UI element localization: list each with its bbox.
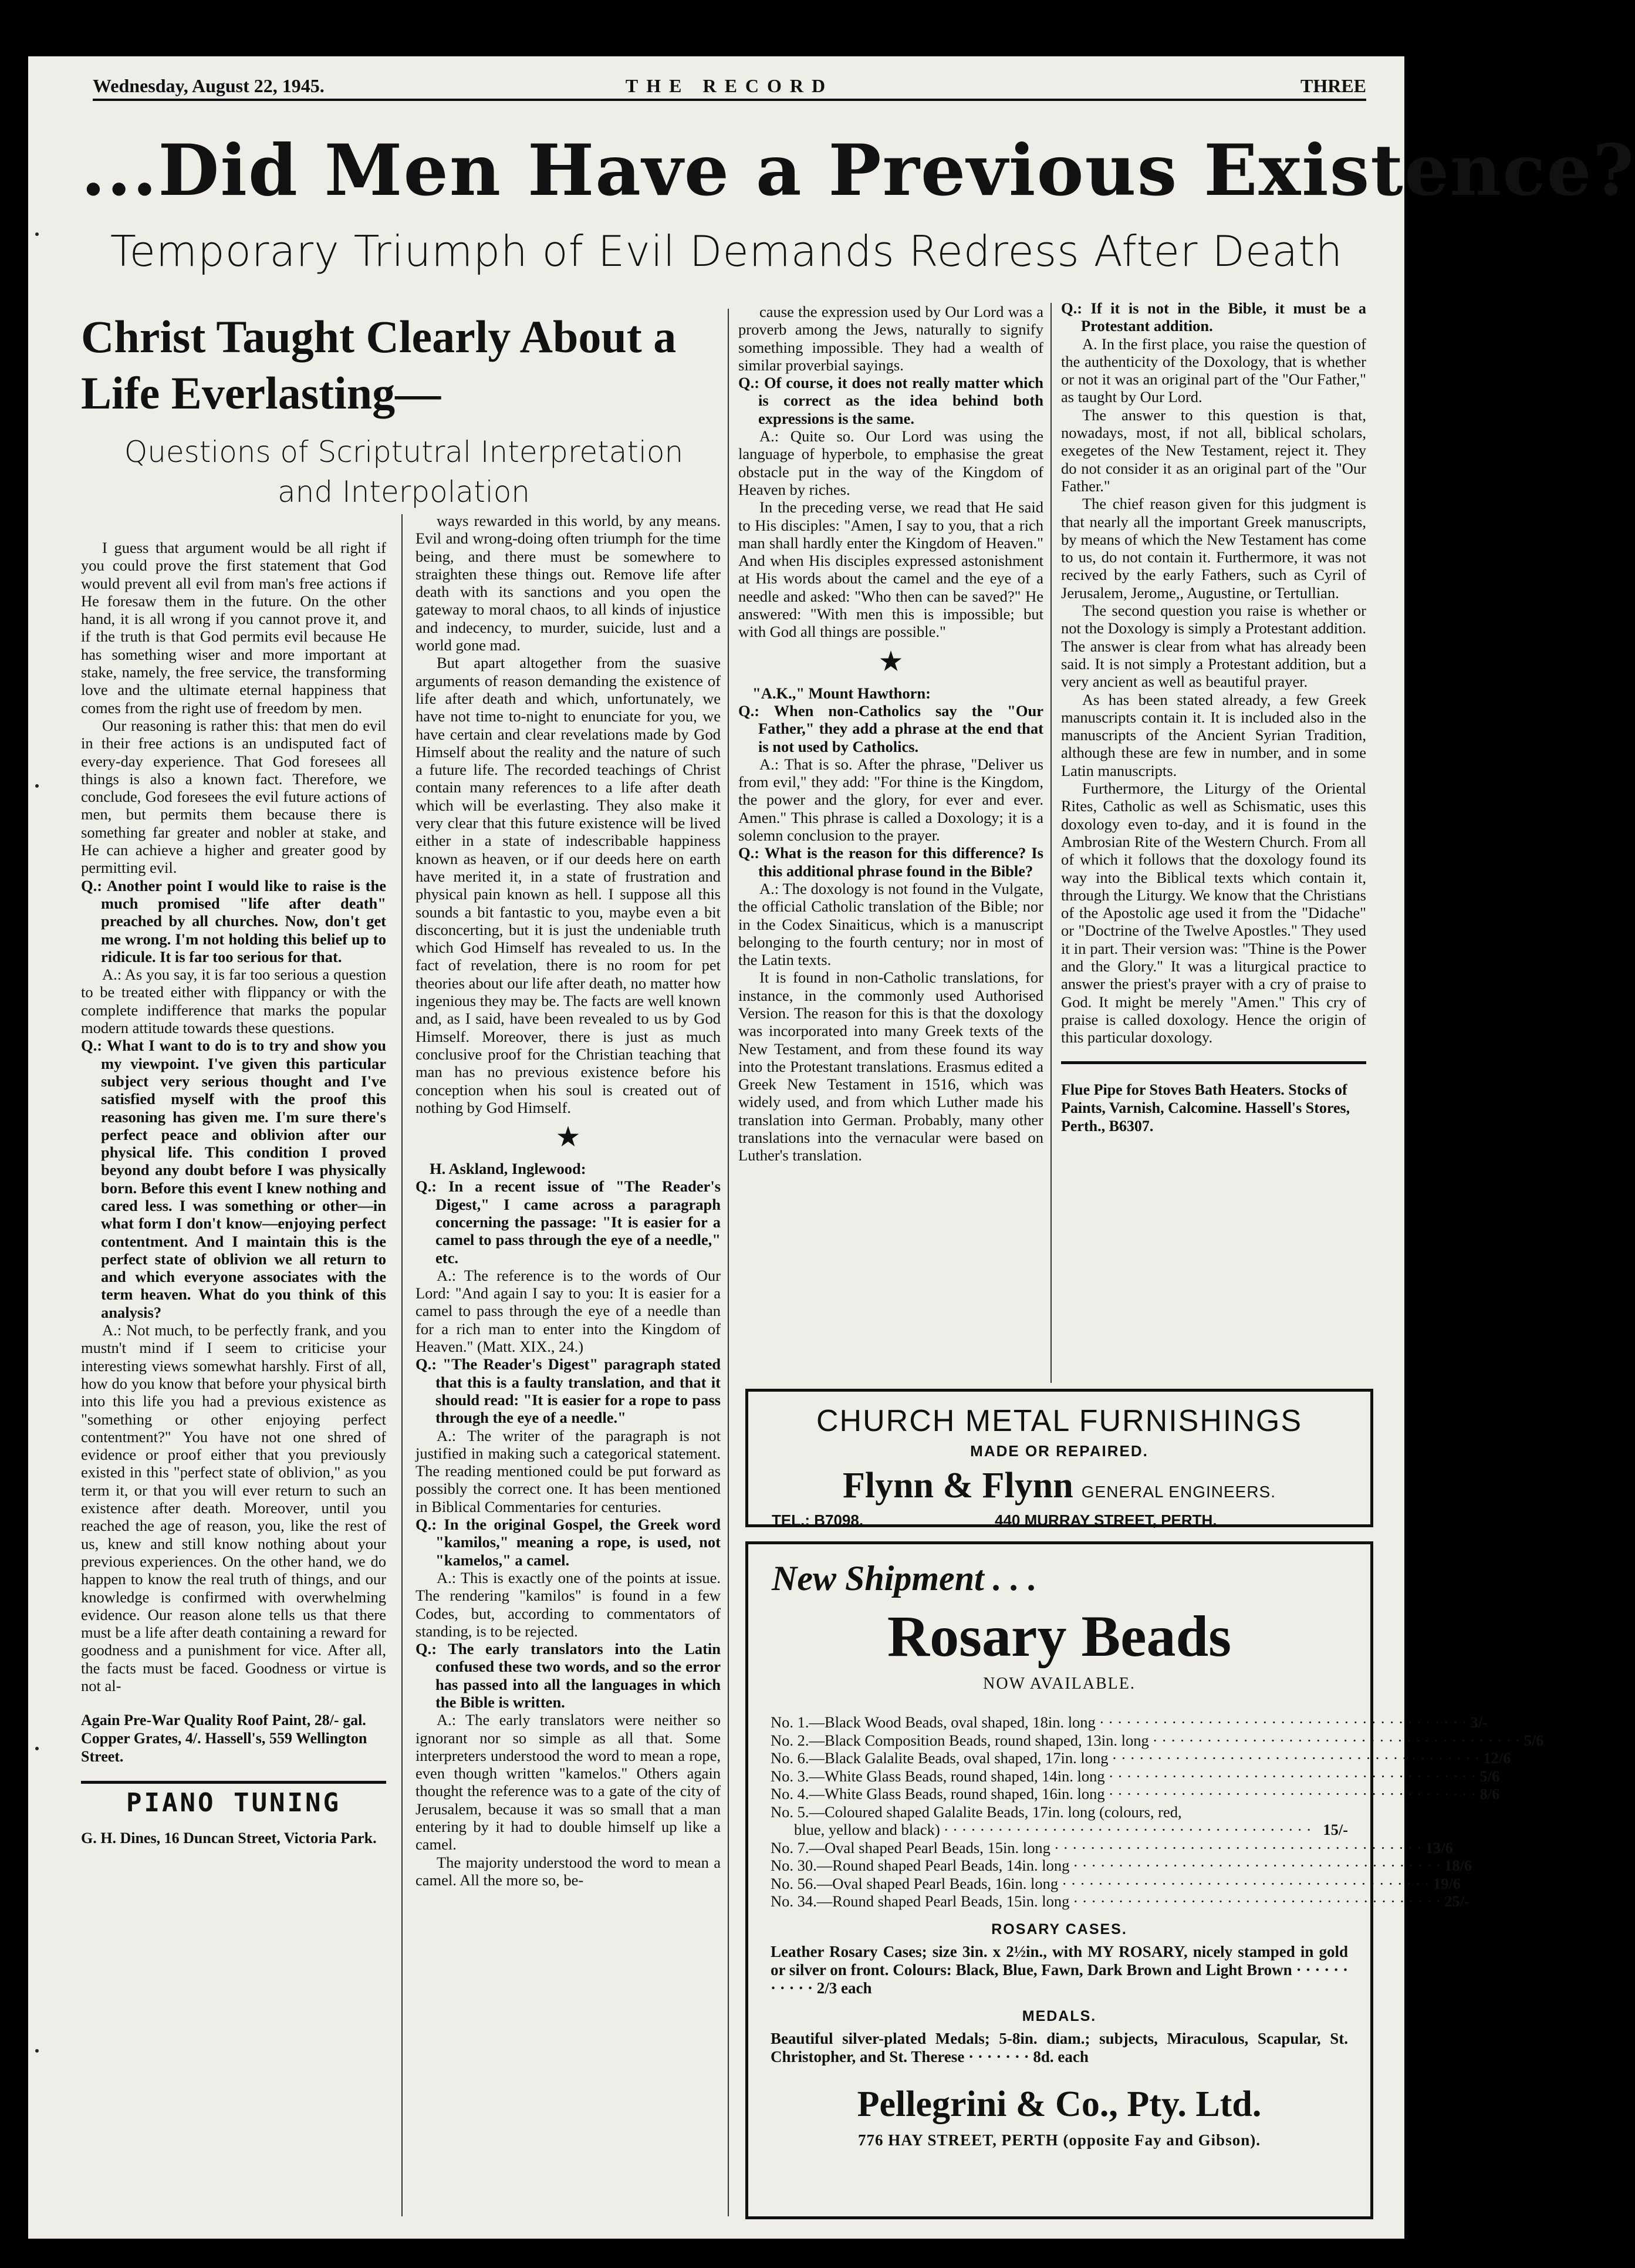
question-paragraph [415, 1516, 721, 1569]
question-paragraph [415, 1640, 721, 1711]
item-description: No. 1.—Black Wood Beads, oval shaped, 18in. long [771, 1713, 1096, 1731]
body-paragraph: I guess that argument would be all right if you could prove the first statement that God would prevent all evil from man's free actions if He foresaw them in the future. On the other hand, it is all wrong if you cannot prove it, and if the truth is that God permits evil because He has something wiser and more important at stake, namely, the free service, the transforming love and the ultimate eternal happiness that comes from the right use of freedom by men. [81, 539, 386, 717]
question-paragraph [738, 374, 1043, 427]
piano-tuning-title: PIANO TUNING [126, 1788, 341, 1818]
question-text: Of course, it does not really matter which is correct as the idea behind both expressions is the same. [758, 374, 1043, 427]
cases-description: Leather Rosary Cases; size 3in. x 2½in., with MY ROSARY, nicely stamped in gold or silver on front. Colours: Black, Blue, Fawn, Dark Brown and Light Brown [771, 1942, 1348, 1979]
body-paragraph: ways rewarded in this world, by any means. Evil and wrong-doing often triumph for the time being, and there must be somewhere to straighten these things out. Remove life after death with its sanctions and you open the gateway to moral chaos, to all kinds of injustice and indecency, to murder, suicide, lust and a world gone mad. [415, 512, 721, 654]
leader-dots: · · · · · · · · · · · · · · · · · · · · · · · · · · · · · · · · · · · · · · · · · [1112, 1749, 1480, 1767]
ad-kicker: New Shipment . . . [772, 1559, 1037, 1598]
column-3 [738, 303, 1043, 1165]
body-paragraph: The second question you raise is whether or not the Doxology is simply a Protestant addition. The answer is clear from what has already been said. It is not simply a Protestant addition, but a very ancient as well as beautiful prayer. [1061, 602, 1366, 691]
column-rule [401, 514, 403, 2216]
item-price: 15/- [1323, 1821, 1348, 1838]
cases-price: 2/3 each [816, 1979, 872, 1997]
item-price: 12/6 [1483, 1749, 1511, 1767]
masthead [93, 75, 1366, 101]
medals-heading: MEDALS. [1022, 2007, 1097, 2024]
item-price: 5/6 [1479, 1767, 1500, 1785]
body-paragraph: In the preceding verse, we read that He said to His disciples: "Amen, I say to you, that a rich man shall hardly enter the Kingdom of Heaven." And when His disciples expressed astonishment at His words about the camel and the eye of a needle and asked: "Who then can be saved?" He answered: "With men this is impossible; but with God all things are possible." [738, 498, 1043, 641]
star-separator-icon: ★ [878, 646, 904, 677]
body-paragraph: Furthermore, the Liturgy of the Oriental Rites, Catholic as well as Schismatic, uses this doxology even to-day, and it is found in the Ambrosian Rite of the Western Church. From all of which it follows that the doxology found its way into the Biblical texts which contain it, through the Liturgy. We know that the Christians of the Apostolic age used it from the "Didache" or "Doctrine of the Twelve Apostles." They used it in part. Their version was: "Thine is the Power and the Glory." It was a liturgical practice to answer the priest's prayer with a cry of praise to God. It might be merely "Amen." This cry of praise is called doxology. Hence the origin of this particular doxology. [1061, 779, 1366, 1047]
star-separator-icon: ★ [555, 1122, 581, 1153]
body-paragraph: A.: As you say, it is far too serious a question to be treated either with flippancy or with the complete indifference that marks the popular modern attitude towards these questions. [81, 966, 386, 1037]
column-4 [1061, 299, 1366, 1135]
question-text: Another point I would like to raise is the much promised "life after death" preached by all churches. Now, don't get me wrong. I'm not holding this belief up to ridicule. It is far too serious for that. [101, 876, 386, 966]
question-paragraph [738, 702, 1043, 755]
price-row [771, 1731, 1544, 1750]
flue-pipe-ad: Flue Pipe for Stoves Bath Heaters. Stocks of Paints, Varnish, Calcomine. Hassell's Stores, Perth., B6307. [1061, 1081, 1350, 1135]
question-paragraph [1061, 299, 1366, 335]
price-row [771, 1838, 1453, 1857]
leader-dots: · · · · · · · · · · · · · · · · · · · · · · · · · · · · · · · · · · · · · · · · · [943, 1821, 1312, 1838]
question-label: Q.: [738, 374, 760, 392]
item-price: 25/- [1444, 1892, 1470, 1910]
column-1 [81, 539, 386, 1847]
newspaper-page [28, 56, 1635, 2239]
body-paragraph: A. In the first place, you raise the question of the authenticity of the Doxology, that is whether or not it was an original part of the "Our Father," as taught by Our Lord. [1061, 335, 1366, 406]
issue-date: Wednesday, August 22, 1945. [93, 75, 325, 96]
item-description: No. 3.—White Glass Beads, round shaped, 14in. long [771, 1767, 1105, 1785]
body-paragraph: A.: Not much, to be perfectly frank, and you mustn't mind if I seem to criticise your interesting views somewhat harshly. First of all, how do you know that before your physical birth into this life you had a previous existence as "something or other enjoying perfect contentment?" You have not one shred of evidence or proof either that you previously existed in this "perfect state of oblivion," as you term it, or that you will ever return to such an existence after death. Moreover, until you reached the age of reason, you, like the rest of us, knew and still know nothing about your previous experiences. On the other hand, we do happen to know the real truth of things, and our knowledge is confirmed with overwhelming evidence. Our reason alone tells us that there must be a life after death containing a reward for goodness and a punishment for vice. After all, the facts must be faced. Goodness or virtue is not al- [81, 1321, 386, 1695]
scan-mark [35, 2049, 39, 2053]
church-metal-ad [745, 1389, 1373, 1527]
ad-address: 440 MURRAY STREET, PERTH. [995, 1511, 1217, 1529]
column-rule [728, 309, 729, 2216]
item-description: No. 2.—Black Composition Beads, round shaped, 13in. long [771, 1731, 1149, 1749]
leader-dots: · · · · · · · · · · · · · · · · · · · · · · · · · · · · · · · · · · · · · · · · · [1108, 1785, 1477, 1803]
cases-text: Leather Rosary Cases; size 3in. x 2½in., with MY ROSARY, nicely stamped in gold or silver on front. Colours: Black, Blue, Fawn, Dark Brown and Light Brown · · · · · · · · · · · 2/3 each [771, 1942, 1348, 1997]
price-list [771, 1713, 1544, 1911]
item-price: 5/6 [1523, 1731, 1544, 1749]
leader-dots: · · · · · · · · · · · · · · · · · · · · · · · · · · · · · · · · · · · · · · · · · [1073, 1857, 1441, 1874]
leader-dots: · · · · · · · · · · · · · · · · · · · · · · · · · · · · · · · · · · · · · · · · · [1073, 1892, 1441, 1910]
question-paragraph [81, 877, 386, 966]
leader-dots: · · · · · · · · · · · · · · · · · · · · · · · · · · · · · · · · · · · · · · · · · [1099, 1713, 1467, 1731]
item-description: No. 7.—Oval shaped Pearl Beads, 15in. long [771, 1838, 1050, 1857]
question-paragraph [81, 1037, 386, 1321]
question-label: Q.: [415, 1640, 437, 1658]
paper-title: THE RECORD [625, 75, 834, 96]
question-label: Q.: [738, 701, 760, 720]
leader-dots: · · · · · · · · · · · · · · · · · · · · · · · · · · · · · · · · · · · · · · · · · [1152, 1731, 1521, 1749]
ad-title: Rosary Beads [887, 1604, 1232, 1669]
item-price: 8/6 [1479, 1785, 1500, 1803]
leader-dots: · · · · · · · · · · · · · · · · · · · · · · · · · · · · · · · · · · · · · · · · · [1062, 1874, 1430, 1892]
question-text: In a recent issue of "The Reader's Digest," I came across a paragraph concerning the passage: "It is easier for a camel to pass through the eye of a needle," etc. [435, 1177, 721, 1267]
body-paragraph: The chief reason given for this judgment is that nearly all the important Greek manuscripts, by means of which the New Testament has come to us, do not contain it. Furthermore, it was not recived by the early Fathers, such as Cyril of Jerusalem, Jerome,, Augustine, or Tertullian. [1061, 495, 1366, 602]
item-description: No. 30.—Round shaped Pearl Beads, 14in. long [771, 1857, 1070, 1874]
question-label: Q.: [415, 1177, 437, 1196]
column-2 [415, 512, 721, 1889]
ad-telephone: TEL.: B7098. [772, 1511, 864, 1529]
question-label: Q.: [415, 1516, 437, 1534]
divider [81, 1781, 386, 1784]
rosary-beads-ad [745, 1541, 1544, 2219]
leader-dots: · · · · · · · · · · · · · · · · · · · · · · · · · · · · · · · · · · · · · · · · · [1108, 1767, 1477, 1785]
body-paragraph: cause the expression used by Our Lord was a proverb among the Jews, naturally to signify something impossible. They had a wealth of similar proverbial sayings. [738, 303, 1043, 374]
article-title: Christ Taught Clearly About a Life Everlasting— [81, 311, 677, 419]
scan-mark [35, 1747, 39, 1750]
price-row [771, 1713, 1488, 1732]
item-description: No. 4.—White Glass Beads, round shaped, 16in. long [771, 1785, 1105, 1803]
item-description: blue, yellow and black) [794, 1821, 940, 1838]
item-price: 18/6 [1444, 1857, 1472, 1874]
page-number: THREE [1300, 75, 1366, 96]
price-row [771, 1821, 1348, 1839]
divider [1061, 1061, 1366, 1064]
question-paragraph [738, 844, 1043, 880]
subheadline: Temporary Triumph of Evil Demands Redress After Death [110, 227, 1343, 276]
price-row [771, 1749, 1511, 1767]
question-text: When non-Catholics say the "Our Father," they add a phrase at the end that is not used by Catholics. [758, 701, 1043, 755]
item-price: 19/6 [1433, 1874, 1461, 1892]
ad-firm [748, 1465, 1370, 1507]
body-paragraph: As has been stated already, a few Greek manuscripts contain it. It is included also in the manuscripts of the Ancient Syrian Tradition, although these are few in number, and in some Latin manuscripts. [1061, 690, 1366, 779]
body-paragraph: Our reasoning is rather this: that men do evil in their free actions is an undisputed fact of every-day experience. That God foresees all things is also a known fact. Therefore, we conclude, God foresees the evil future actions of men, but permits them because there is something far greater and nobler at stake, and He can achieve a higher and greater good by permitting evil. [81, 716, 386, 877]
body-paragraph: It is found in non-Catholic translations, for instance, in the commonly used Authorised Version. The reason for this is that the doxology was incorporated into many Greek texts of the New Testament, and from these found its way into the Protestant translations. Erasmus edited a Greek New Testament in 1516, which was widely used, and from which Luther made his translation into German. Probably, many other translations into the vernacular were based on Luther's translation. [738, 968, 1043, 1165]
body-paragraph: But apart altogether from the suasive arguments of reason demanding the existence of life after death and which, unfortunately, we have not time to-night to enunciate for you, we have certain and clear revelations made by God Himself about the reality and the nature of such a future life. The recorded teachings of Christ contain many references to a life after death which will be everlasting. They also make it very clear that this future existence will be lived either in a state of indescribable happiness known as heaven, or if our deeds here on earth have merited it, in a state of frustration and physical pain known as hell. I suppose all this sounds a bit fantastic to you, maybe even a bit disconcerting, but it is just the undeniable truth which God Himself has revealed to us. In the fact of revelation, there is no room for pet theories about our life after death, no matter how ingenious they may be. The facts are well known and, as I said, have been revealed to us by God Himself. Moreover, there is just as much conclusive proof for the Christian teaching that man has no previous existence before his conception when his soul is created out of nothing by God Himself. [415, 654, 721, 1116]
question-label: Q.: [81, 1037, 103, 1055]
body-paragraph: A.: This is exactly one of the points at issue. The rendering "kamilos" is found in a few Codes, but, according to commentators of standing, is to be rejected. [415, 1568, 721, 1640]
item-description: No. 5.—Coloured shaped Galalite Beads, 17in. long (colours, red, [771, 1803, 1182, 1821]
question-text: If it is not in the Bible, it must be a Protestant addition. [1081, 299, 1366, 335]
item-description: No. 56.—Oval shaped Pearl Beads, 16in. long [771, 1874, 1059, 1892]
scan-mark [35, 784, 39, 788]
question-paragraph [415, 1355, 721, 1426]
scan-mark [35, 232, 39, 236]
question-label: Q.: [415, 1355, 437, 1373]
ad-firm: Pellegrini & Co., Pty. Ltd. [857, 2084, 1262, 2124]
ad-availability: NOW AVAILABLE. [983, 1675, 1136, 1693]
body-paragraph: A.: That is so. After the phrase, "Deliver us from evil," they add: "For thine is the Kingdom, the power and the glory, for ever and ever. Amen." This phrase is called a Doxology; it is a solemn conclusion to the prayer. [738, 755, 1043, 845]
body-paragraph: A.: The doxology is not found in the Vulgate, the official Catholic translation of the Bible; nor in the Codex Sinaiticus, which is a manuscript belonging to the fourth century; nor in most of the Latin texts. [738, 879, 1043, 969]
correspondent-byline: "A.K.," Mount Hawthorn: [752, 684, 931, 702]
roof-paint-ad: Again Pre-War Quality Roof Paint, 28/- gal. Copper Grates, 4/. Hassell's, 559 Wellington Street. [81, 1712, 367, 1766]
question-text: What is the reason for this difference? Is this additional phrase found in the Bible? [758, 844, 1043, 880]
body-paragraph: A.: The early translators were neither so ignorant nor so simple as all that. Some interpreters understood the word to mean a rope, even though written "kamelos." Others again thought the reference was to a gate of the city of Jerusalem, because it was so small that a man entering by it had to double himself up like a camel. [415, 1711, 721, 1854]
headline: ...Did Men Have a Previous Existence? [81, 129, 1635, 212]
question-label: Q.: [1061, 299, 1083, 317]
item-price: 3/- [1470, 1713, 1488, 1731]
ad-title: CHURCH METAL FURNISHINGS [816, 1404, 1303, 1438]
price-row [771, 1874, 1461, 1893]
question-paragraph [415, 1177, 721, 1266]
cases-heading: ROSARY CASES. [991, 1921, 1127, 1938]
question-text: In the original Gospel, the Greek word "kamilos," meaning a rope, is used, not "kamelos," a camel. [435, 1516, 721, 1569]
question-text: The early translators into the Latin confused these two words, and so the error has passed into all the languages in which the Bible is written. [435, 1640, 721, 1711]
price-row [771, 1857, 1472, 1875]
body-paragraph: A.: The reference is to the words of Our Lord: "And again I say to you: It is easier for a camel to pass through the eye of a needle than for a rich man to enter into the Kingdom of Heaven." (Matt. XIX., 24.) [415, 1266, 721, 1356]
question-text: "The Reader's Digest" paragraph stated that this is a faulty translation, and that it should read: "It is easier for a rope to pass through the eye of a needle." [435, 1355, 721, 1427]
body-paragraph: The majority understood the word to mean a camel. All the more so, be- [415, 1853, 721, 1889]
ad-footer [772, 1511, 1347, 1530]
leader-dots: · · · · · · · · · · · · · · · · · · · · · · · · · · · · · · · · · · · · · · · · · [1053, 1838, 1422, 1857]
price-row [771, 1892, 1470, 1911]
body-paragraph: The answer to this question is that, nowadays, most, if not all, biblical scholars, exegetes of the New Testament, reject it. They do not consider it as an original part of the "Our Father." [1061, 406, 1366, 495]
body-paragraph: A.: Quite so. Our Lord was using the language of hyperbole, to emphasise the great obstacle put in the way of the Kingdom of Heaven by riches. [738, 427, 1043, 498]
firm-type: GENERAL ENGINEERS. [1081, 1483, 1276, 1501]
question-text: What I want to do is to try and show you my viewpoint. I've given this particular subject very serious thought and I've satisfied myself with the proof this reasoning has given me. I'm sure there's perfect peace and oblivion after our physical life. This condition I proved beyond any doubt before I was physically born. Before this event I knew nothing and cared less. I was something or other—in what form I don't know—enjoying perfect contentment. And I maintain this is the perfect state of oblivion we all return to and which everyone associates with the term heaven. What do you think of this analysis? [101, 1037, 386, 1321]
ad-subtitle: MADE OR REPAIRED. [970, 1442, 1148, 1460]
column-rule [1050, 303, 1052, 1383]
question-label: Q.: [81, 876, 103, 895]
price-row [771, 1785, 1500, 1803]
question-label: Q.: [738, 844, 760, 862]
item-price: 13/6 [1425, 1838, 1453, 1857]
price-row [771, 1767, 1500, 1786]
medals-text: Beautiful silver-plated Medals; 5-8in. diam.; subjects, Miraculous, Scapular, St. Christopher, and St. Therese · · · · · · · 8d. each [771, 2029, 1348, 2066]
firm-name: Flynn & Flynn [842, 1466, 1073, 1506]
item-description: No. 34.—Round shaped Pearl Beads, 15in. long [771, 1892, 1070, 1910]
body-paragraph: A.: The writer of the paragraph is not justified in making such a categorical statement. The reading mentioned could be put forward as possibly the correct one. It has been mentioned in Biblical Commentaries for centuries. [415, 1426, 721, 1516]
medals-description: Beautiful silver-plated Medals; 5-8in. diam.; subjects, Miraculous, Scapular, St. Christopher, and St. Therese [771, 2029, 1348, 2066]
item-description: No. 6.—Black Galalite Beads, oval shaped, 17in. long [771, 1749, 1109, 1767]
article-subtitle: Questions of Scriptutral Interpretation and Interpolation [124, 435, 684, 509]
piano-tuning-ad: G. H. Dines, 16 Duncan Street, Victoria Park. [81, 1829, 377, 1847]
ad-address: 776 HAY STREET, PERTH (opposite Fay and Gibson). [858, 2131, 1261, 2149]
correspondent-byline: H. Askland, Inglewood: [430, 1160, 586, 1178]
medals-price: 8d. each [1033, 2047, 1089, 2066]
price-row [771, 1803, 1348, 1821]
